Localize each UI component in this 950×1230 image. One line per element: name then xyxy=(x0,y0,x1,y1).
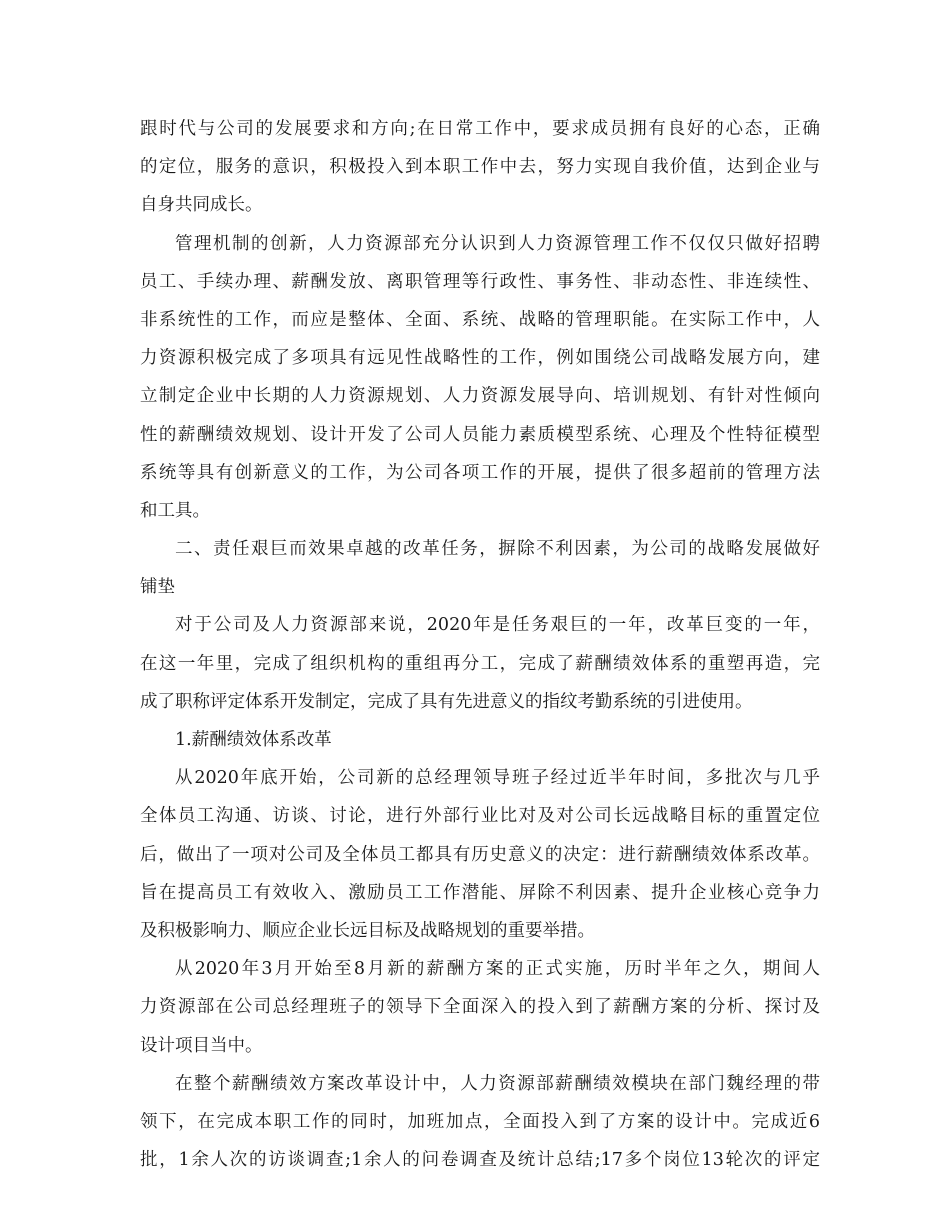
text-line: 批，1余人次的访谈调查;1余人的问卷调查及统计总结;17多个岗位13轮次的评定 xyxy=(140,1150,820,1171)
paragraph-first-line: 对于公司及人力资源部来说，2020年是任务艰巨的一年，改革巨变的一年， xyxy=(175,615,820,636)
text-line: 在这一年里，完成了组织机构的重组再分工，完成了薪酬绩效体系的重塑再造，完 xyxy=(140,653,820,674)
text-line: 全体员工沟通、访谈、讨论，进行外部行业比对及对公司长远战略目标的重置定位 xyxy=(140,806,820,827)
paragraph-first-line: 在整个薪酬绩效方案改革设计中，人力资源部薪酬绩效模块在部门魏经理的带 xyxy=(175,1073,820,1094)
text-line: 力资源积极完成了多项具有远见性战略性的工作，例如围绕公司战略发展方向，建 xyxy=(140,348,820,369)
text-line: 立制定企业中长期的人力资源规划、人力资源发展导向、培训规划、有针对性倾向 xyxy=(140,386,820,407)
text-line: 系统等具有创新意义的工作，为公司各项工作的开展，提供了很多超前的管理方法 xyxy=(140,462,820,483)
text-line: 力资源部在公司总经理班子的领导下全面深入的投入到了薪酬方案的分析、探讨及 xyxy=(140,997,820,1018)
text-line: 性的薪酬绩效规划、设计开发了公司人员能力素质模型系统、心理及个性特征模型 xyxy=(140,424,820,445)
text-line: 跟时代与公司的发展要求和方向;在日常工作中，要求成员拥有良好的心态，正确 xyxy=(140,119,820,139)
text-line: 旨在提高员工有效收入、激励员工工作潜能、屏除不利因素、提升企业核心竞争力 xyxy=(140,882,820,903)
section-heading-continuation: 铺垫 xyxy=(140,577,175,598)
paragraph-first-line: 从2020年3月开始至8月新的薪酬方案的正式实施，历时半年之久，期间人 xyxy=(175,959,820,980)
text-line: 员工、手续办理、薪酬发放、离职管理等行政性、事务性、非动态性、非连续性、 xyxy=(140,271,820,292)
text-line: 非系统性的工作，而应是整体、全面、系统、战略的管理职能。在实际工作中，人 xyxy=(140,309,820,330)
text-line: 及积极影响力、顺应企业长远目标及战略规划的重要举措。 xyxy=(140,920,595,941)
text-line: 领下，在完成本职工作的同时，加班加点，全面投入到了方案的设计中。完成近6 xyxy=(140,1111,820,1132)
text-line: 成了职称评定体系开发制定，完成了具有先进意义的指纹考勤系统的引进使用。 xyxy=(140,691,753,712)
text-line: 设计项目当中。 xyxy=(140,1035,263,1056)
section-heading: 二、责任艰巨而效果卓越的改革任务，摒除不利因素，为公司的战略发展做好 xyxy=(175,539,820,560)
subsection-heading: 1.薪酬绩效体系改革 xyxy=(175,730,332,750)
text-line: 后，做出了一项对公司及全体员工都具有历史意义的决定：进行薪酬绩效体系改革。 xyxy=(140,844,820,865)
text-line: 自身共同成长。 xyxy=(140,195,263,216)
document-body xyxy=(140,110,820,1179)
paragraph-first-line: 管理机制的创新，人力资源部充分认识到人力资源管理工作不仅仅只做好招聘 xyxy=(175,233,820,254)
paragraph-first-line: 从2020年底开始，公司新的总经理领导班子经过近半年时间，多批次与几乎 xyxy=(175,768,820,789)
text-line: 和工具。 xyxy=(140,500,210,521)
text-line: 的定位，服务的意识，积极投入到本职工作中去，努力实现自我价值，达到企业与 xyxy=(140,157,820,178)
